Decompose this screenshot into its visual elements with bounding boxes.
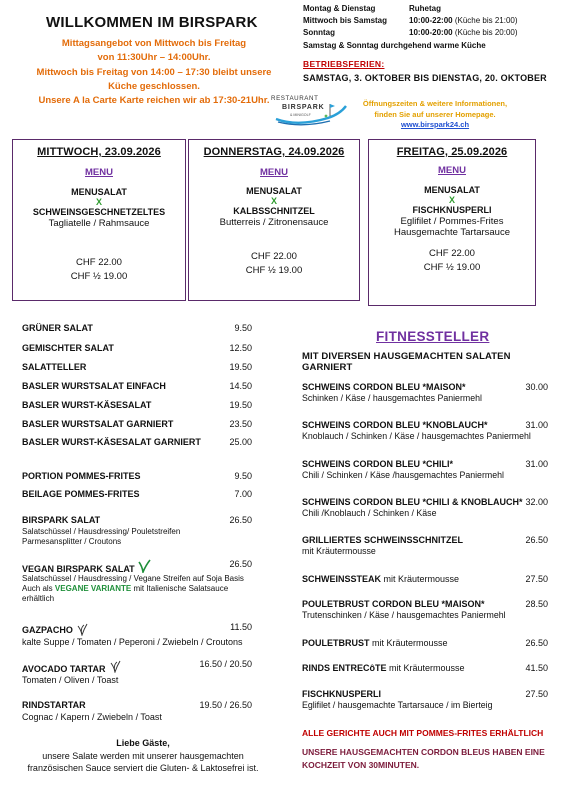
day-box-friday xyxy=(368,139,536,306)
menu-item: BIRSPARK SALAT 26.50 Salatschüssel / Hausdressing/ Pouletstreifen Parmesansplitter / Croutons xyxy=(22,515,252,547)
main-dish: KALBSSCHNITZEL xyxy=(233,206,315,216)
menu-label: MENU xyxy=(260,167,288,178)
menu-item: POULETBRUST CORDON BLEU *MAISON* 28.50 Trutenschinken / Käse / hausgemachtes Paniermehl xyxy=(302,599,548,620)
menu-item: SCHWEINS CORDON BLEU *CHILI* 31.00 Chili / Schinken / Käse /hausgemachtes Paniermehl xyxy=(302,459,548,480)
price-half: CHF ½ 19.00 xyxy=(70,270,128,282)
menu-item: SCHWEINSSTEAK mit Kräutermousse 27.50 xyxy=(302,574,548,584)
price-half: CHF ½ 19.00 xyxy=(245,264,303,276)
separator-x: X xyxy=(95,197,102,207)
vegan-leaf-icon xyxy=(108,659,122,673)
price-full: CHF 22.00 xyxy=(251,251,297,262)
item-price: 28.50 xyxy=(525,599,548,609)
page-title: WILLKOMMEN IM BIRSPARK xyxy=(46,14,258,31)
svg-text:BIRSPARK: BIRSPARK xyxy=(282,104,325,111)
vegan-leaf-icon xyxy=(137,559,151,573)
menu-item: RINDS ENTRECôTE mit Kräutermousse 41.50 xyxy=(302,663,548,673)
starter: MENUSALAT xyxy=(424,185,480,195)
separator-x: X xyxy=(270,196,277,206)
menu-item: BASLER WURSTSALAT EINFACH 14.50 xyxy=(22,381,252,391)
fitness-subtitle: MIT DIVERSEN HAUSGEMACHTEN SALATEN GARNIERT xyxy=(302,351,511,373)
item-price: 31.00 xyxy=(525,420,548,430)
menu-label: MENU xyxy=(438,165,466,176)
item-price: 9.50 xyxy=(234,471,252,481)
side-dish: Tagliatelle / Rahmsauce xyxy=(48,218,150,229)
price-full: CHF 22.00 xyxy=(76,257,122,268)
hours-row: Mittwoch bis Samstag 10:00-22:00 (Küche bis 21:00) xyxy=(303,16,518,26)
item-price: 41.50 xyxy=(525,663,548,673)
opening-hours xyxy=(303,3,518,52)
item-price: 12.50 xyxy=(229,343,252,353)
main-dish: FISCHKNUSPERLI xyxy=(412,205,492,215)
menu-item: GRILLIERTES SCHWEINSSCHNITZEL 26.50 mit Kräutermousse xyxy=(302,535,548,556)
restaurant-logo xyxy=(268,92,348,128)
holiday-label: BETRIEBSFERIEN: xyxy=(303,59,385,69)
svg-text:& MINIGOLF: & MINIGOLF xyxy=(290,113,311,117)
day-box-thursday xyxy=(188,139,360,301)
menu-item: GRÜNER SALAT 9.50 xyxy=(22,323,252,333)
menu-label: MENU xyxy=(85,167,113,178)
menu-item: GAZPACHO 11.50 kalte Suppe / Tomaten / Peperoni / Zwiebeln / Croutons xyxy=(22,622,252,647)
item-price: 9.50 xyxy=(234,323,252,333)
item-price: 27.50 xyxy=(525,574,548,584)
item-price: 19.50 xyxy=(229,362,252,372)
hours-row: Sonntag 10:00-20:00 (Küche bis 20:00) xyxy=(303,28,518,38)
day-box-wednesday xyxy=(12,139,186,301)
menu-item: SCHWEINS CORDON BLEU *CHILI & KNOBLAUCH* 32.00 Chili /Knoblauch / Schinken / Käse xyxy=(302,497,548,518)
lunch-intro: Mittagsangebot von Mittwoch bis Freitag von 11:30Uhr – 14:00Uhr. Mittwoch bis Freitag von 14:00 – 17:30 bleibt unsere Küche geschlossen. Unsere A la Carte Karte reichen wir ab 17:30-21Uhr. xyxy=(36,38,272,107)
menu-item: RINDSTARTAR 19.50 / 26.50 Cognac / Kapern / Zwiebeln / Toast xyxy=(22,700,252,722)
starter: MENUSALAT xyxy=(246,186,302,196)
item-price: 23.50 xyxy=(229,419,252,429)
menu-item: SALATTELLER 19.50 xyxy=(22,362,252,372)
price-half: CHF ½ 19.00 xyxy=(423,261,481,273)
svg-text:RESTAURANT: RESTAURANT xyxy=(271,95,319,102)
menu-item: BASLER WURST-KÄSESALAT GARNIERT 25.00 xyxy=(22,437,252,447)
day-date: MITTWOCH, 23.09.2026 xyxy=(37,146,161,158)
fitness-title: FITNESSTELLER xyxy=(376,329,490,344)
item-price: 30.00 xyxy=(525,382,548,392)
item-price: 19.50 xyxy=(229,400,252,410)
item-price: 27.50 xyxy=(525,689,548,699)
menu-item: BEILAGE POMMES-FRITES 7.00 xyxy=(22,489,252,499)
item-price: 19.50 / 26.50 xyxy=(199,700,252,710)
side-dish: Eglifilet / Pommes-Frites xyxy=(400,216,504,227)
item-price: 32.00 xyxy=(525,497,548,507)
item-price: 31.00 xyxy=(525,459,548,469)
homepage-info: Öffnungszeiten & weitere Informationen, finden Sie auf unserer Homepage. www.birspark24.ch xyxy=(340,99,530,131)
menu-item: VEGAN BIRSPARK SALAT 26.50 Salatschüssel / Hausdressing / Vegane Streifen auf Soja Basis Auch als VEGANE VARIANTE mit Italienische Salatsauce erhältlich xyxy=(22,559,252,604)
warm-kitchen-note: Samstag & Sonntag durchgehend warme Küche xyxy=(303,40,486,50)
holiday-dates: SAMSTAG, 3. OKTOBER BIS DIENSTAG, 20. OKTOBER xyxy=(303,73,547,83)
menu-item: FISCHKNUSPERLI 27.50 Eglifilet / hausgemachte Tartarsauce / im Bierteig xyxy=(302,689,548,710)
vegan-variant-label: VEGANE VARIANTE xyxy=(54,584,132,594)
main-dish: SCHWEINSGESCHNETZELTES xyxy=(32,207,166,217)
guest-note: Liebe Gäste, unsere Salate werden mit unserer hausgemachten französischen Sauce serviert die Gluten- & Laktosefrei ist. xyxy=(27,738,259,773)
day-date: FREITAG, 25.09.2026 xyxy=(396,146,508,158)
item-price: 26.50 xyxy=(229,559,252,569)
side-dish: Butterreis / Zitronensauce xyxy=(219,217,329,228)
item-price: 14.50 xyxy=(229,381,252,391)
item-price: 7.00 xyxy=(234,489,252,499)
menu-item: BASLER WURSTSALAT GARNIERT 23.50 xyxy=(22,419,252,429)
item-price: 26.50 xyxy=(229,515,252,525)
menu-item: GEMISCHTER SALAT 12.50 xyxy=(22,343,252,353)
cordon-bleu-note: UNSERE HAUSGEMACHTEN CORDON BLEUS HABEN EINE KOCHZEIT VON 30MINUTEN. xyxy=(302,747,545,770)
side-dish: Hausgemachte Tartarsauce xyxy=(394,227,510,238)
menu-item: POULETBRUST mit Kräutermousse 26.50 xyxy=(302,638,548,648)
starter: MENUSALAT xyxy=(71,187,127,197)
menu-item: BASLER WURST-KÄSESALAT 19.50 xyxy=(22,400,252,410)
price-full: CHF 22.00 xyxy=(429,248,475,259)
day-date: DONNERSTAG, 24.09.2026 xyxy=(203,146,345,158)
item-price: 11.50 xyxy=(230,622,252,632)
separator-x: X xyxy=(448,195,455,205)
vegan-leaf-icon xyxy=(75,622,89,636)
item-price: 16.50 / 20.50 xyxy=(199,659,252,669)
menu-item: SCHWEINS CORDON BLEU *KNOBLAUCH* 31.00 Knoblauch / Schinken / Käse / hausgemachtes Paniermehl xyxy=(302,420,548,441)
pommes-note: ALLE GERICHTE AUCH MIT POMMES-FRITES ERHÄLTLICH xyxy=(302,728,544,738)
hours-row: Montag & Dienstag Ruhetag xyxy=(303,4,441,13)
menu-item: AVOCADO TARTAR 16.50 / 20.50 Tomaten / Oliven / Toast xyxy=(22,659,252,685)
item-price: 26.50 xyxy=(525,535,548,545)
item-price: 26.50 xyxy=(525,638,548,648)
menu-item: PORTION POMMES-FRITES 9.50 xyxy=(22,471,252,481)
item-price: 25.00 xyxy=(229,437,252,447)
menu-item: SCHWEINS CORDON BLEU *MAISON* 30.00 Schinken / Käse / hausgemachtes Paniermehl xyxy=(302,382,548,403)
homepage-link[interactable]: www.birspark24.ch xyxy=(400,120,470,129)
